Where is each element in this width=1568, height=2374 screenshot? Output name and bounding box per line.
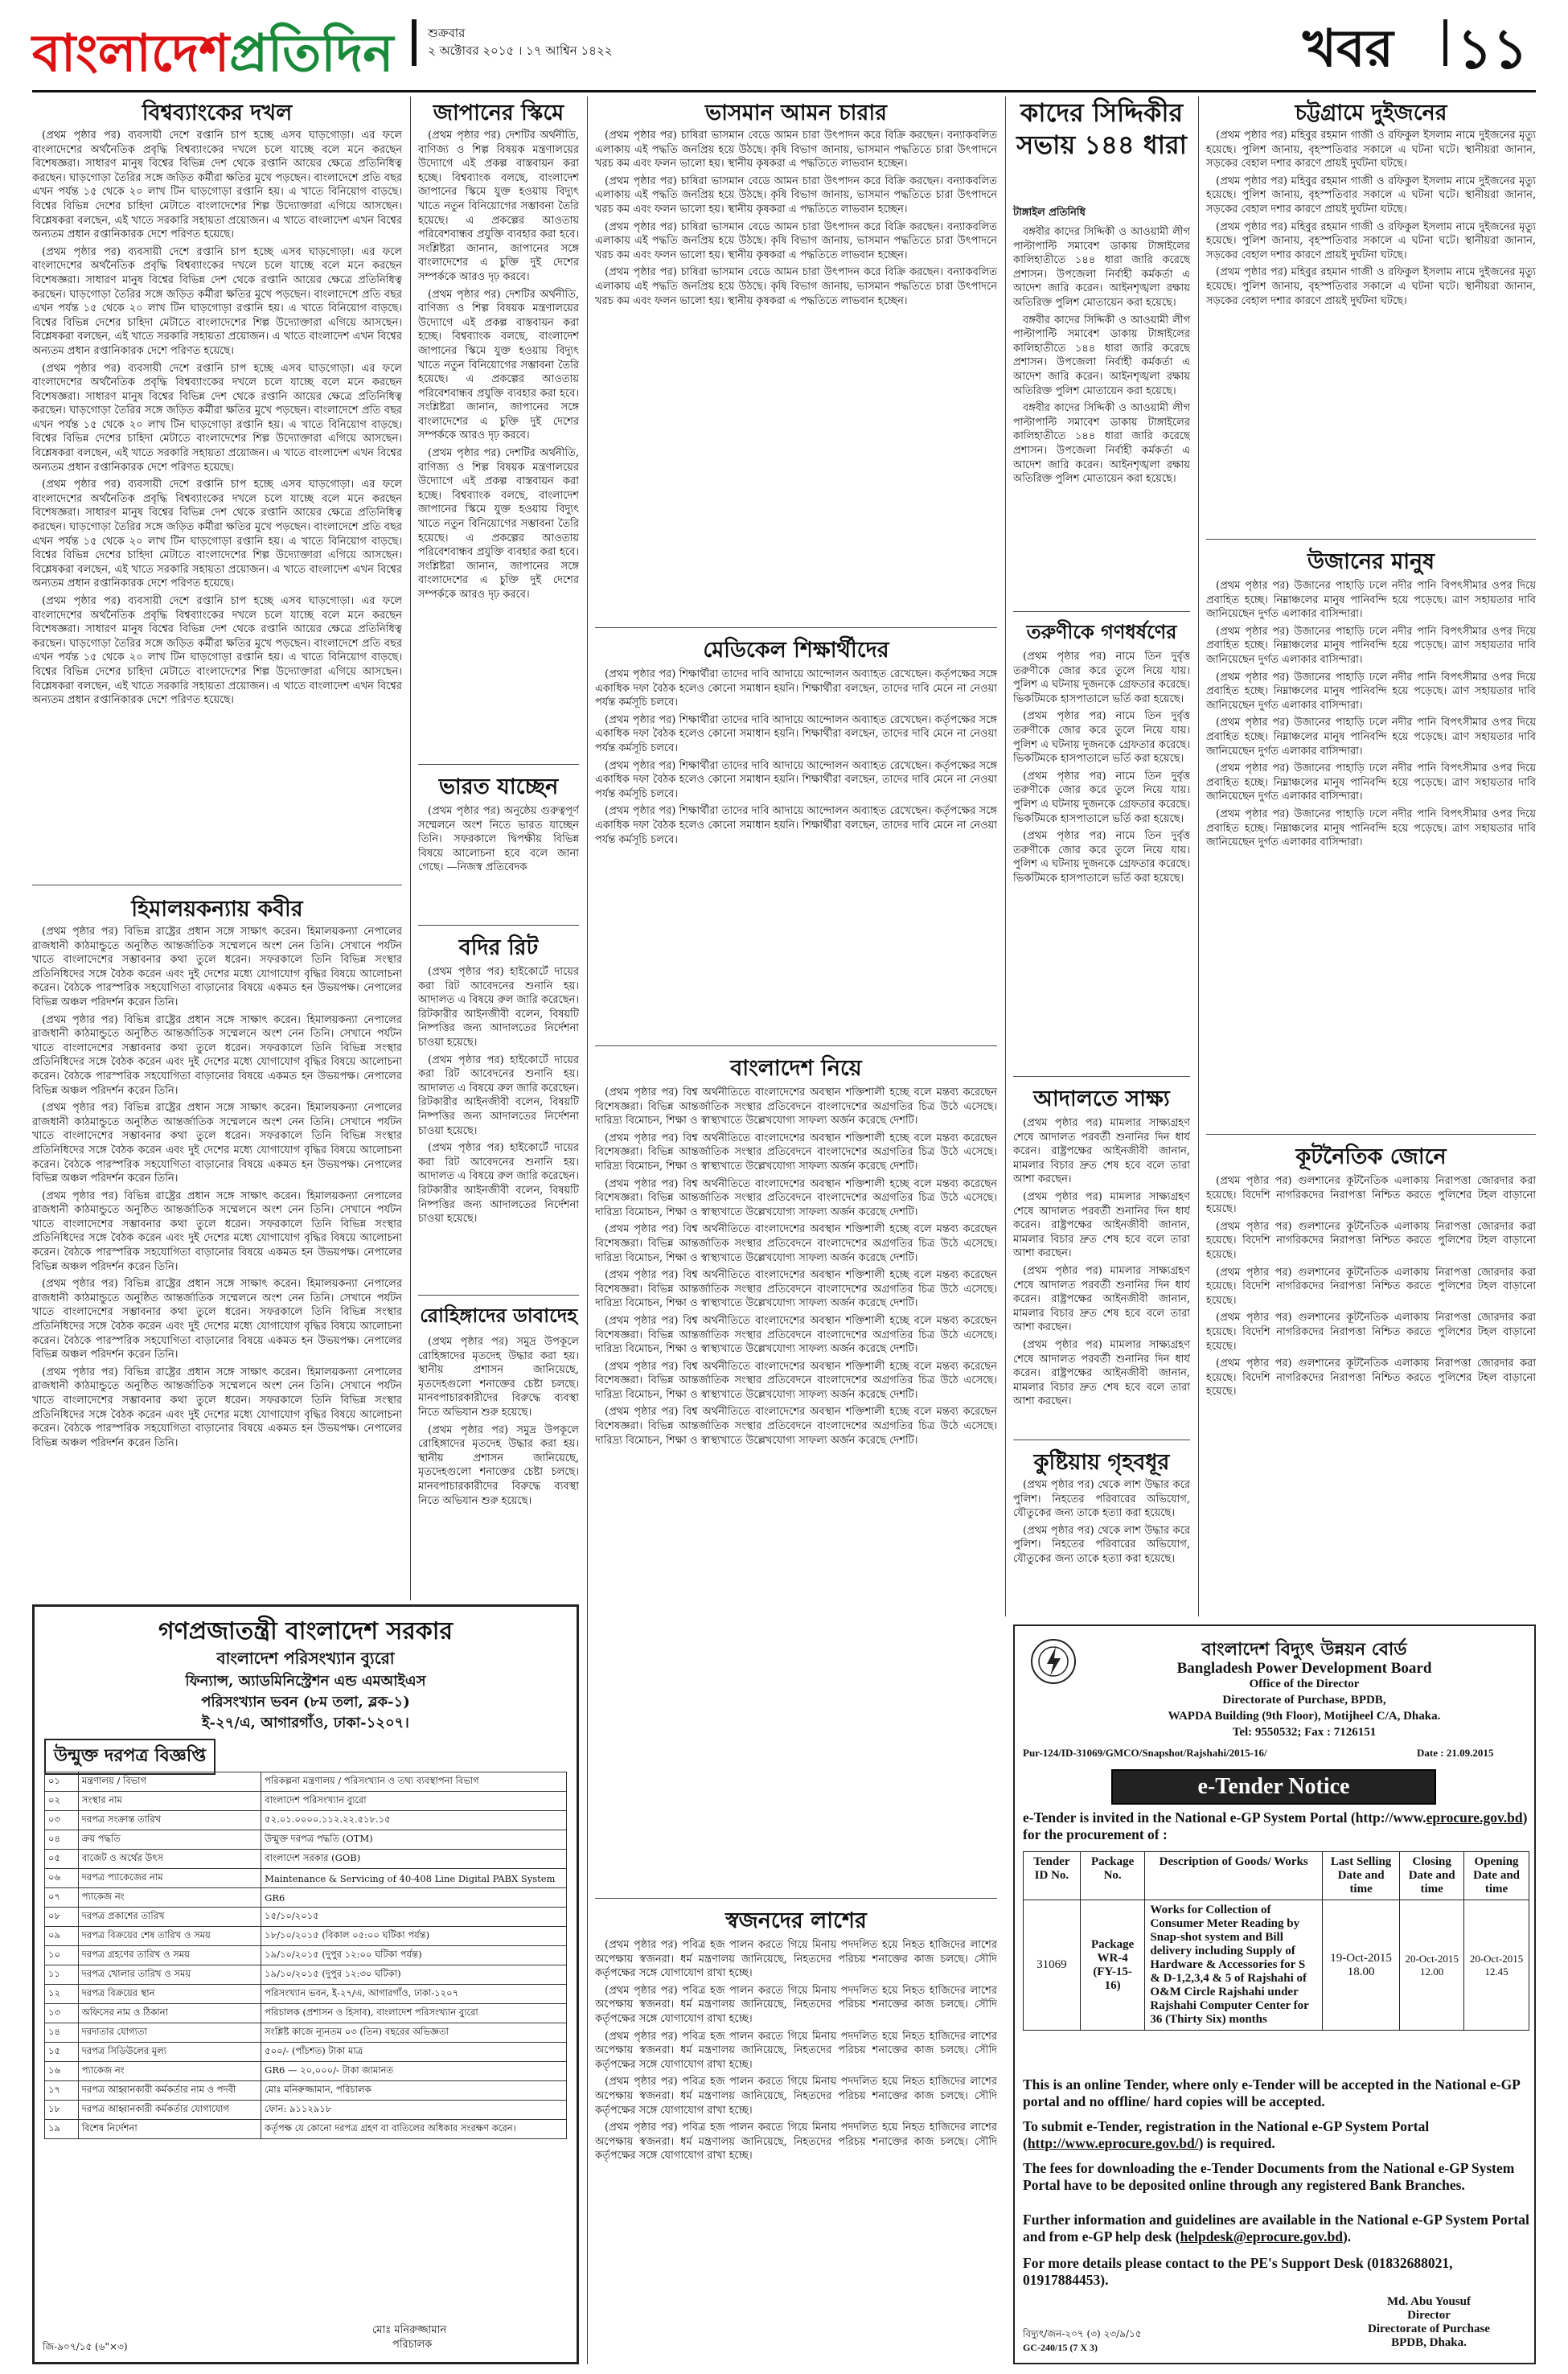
bpdb-para2-link[interactable]: http://www.eprocure.gov.bd/ [1027,2135,1199,2151]
table-row [45,2120,567,2139]
cell-no: ০৪ [45,1830,79,1850]
cell-value: ১৯/১০/২০১৫ (দুপুর ১২:০০ ঘটিকা পর্যন্ত) [261,1946,567,1965]
dateline [428,24,612,60]
para-a17-repeat4: (প্রথম পৃষ্ঠার পর) গুলশানের কূটনৈতিক এলাকায় নিরাপত্তা জোরদার করা হয়েছে। বিদেশি নাগরিকদের নিরাপত্তা নিশ্চিত করতে পুলিশের টহল বাড়ানো হয়েছে। [1206,1357,1536,1399]
table-row [45,1811,567,1830]
cell-value: ৫২.০১.০০০০.১১২.২২.৫১৮.১৫ [261,1811,567,1830]
cell-field: বাজেট ও অর্থের উৎস [78,1850,261,1869]
bpdb-para2-a: To submit e-Tender, registration in the National e-GP System Portal ( [1023,2118,1430,2151]
cell-value: সংশ্লিষ্ট কাজে ন্যূনতম ০৩ (তিন) বছরের অভিজ্ঞতা [261,2023,567,2043]
table-row [45,2004,567,2023]
th-package: Package No. [1080,1852,1145,1900]
bpdb-sign-title3: BPDB, Dhaka. [1391,2336,1467,2349]
cell-value: GR6 [261,1888,567,1908]
col-rule-3 [1005,97,1006,1616]
para-a10-repeat3: (প্রথম পৃষ্ঠার পর) পবিত্র হজ পালন করতে গিয়ে মিনায় পদদলিত হয়ে নিহত হাজিদের লাশের অপেক্ষায় স্বজনরা। ধর্ম মন্ত্রণালয় জানিয়েছে, নিহতদের পরিচয় শনাক্তের কাজ চলছে। সৌদি কর্তৃপক্ষের সঙ্গে যোগাযোগ রাখা হচ্ছে। [595,2076,997,2117]
cell-value: উন্মুক্ত দরপত্র পদ্ধতি (OTM) [261,1830,567,1850]
para-a3: (প্রথম পৃষ্ঠার পর) দেশটির অর্থনীতি, বাণিজ্য ও শিল্প বিষয়ক মন্ত্রণালয়ের উদ্যোগে এই প্রকল্প বাস্তবায়ন করা হচ্ছে। বিশ্বব্যাংক বলছে, বাংলাদেশ জাপানের স্কিমে যুক্ত হওয়ায় বিদ্যুৎ খাতে নতুন বিনিয়োগের সম্ভাবনা তৈরি হয়েছে। এ প্রকল্পের আওতায় পরিবেশবান্ধব প্রযুক্তি ব্যবহার করা হবে। সংশ্লিষ্টরা জানান, জাপানের সঙ্গে বাংলাদেশের এ চুক্তি দুই দেশের সম্পর্ককে আরও দৃঢ় করবে। [418,129,579,283]
headline-a17: কূটনৈতিক জোনে [1295,1144,1447,1169]
cell-value: ফোন: ৯১১২৯১৮ [261,2101,567,2120]
para-a2-repeat2: (প্রথম পৃষ্ঠার পর) বিভিন্ন রাষ্ট্রের প্রধান সঙ্গে সাক্ষাৎ করেন। হিমালয়কন্যা নেপালের রাজধানী কাঠমান্ডুতে অনুষ্ঠিত আন্তর্জাতিক সম্মেলনে অংশ নেন তিনি। সেখানে পর্যটন খাতে বাংলাদেশের সম্ভাবনার কথা তুলে ধরেন। সফরকালে তিনি বিভিন্ন সংস্থার প্রতিনিধিদের সঙ্গে বৈঠক করেন এবং দুই দেশের মধ্যে যোগাযোগ বৃদ্ধির বিষয়ে আলোচনা করেন। বৈঠকে পারস্পরিক সহযোগিতা বাড়ানোর বিষয়ে একমত হন উভয়পক্ষ। নেপালের বিভিন্ন অঞ্চল পরিদর্শন করেন তিনি। [32,1102,402,1185]
bpdb-logo-icon [1029,1637,1077,1686]
bpdb-para2-b: ) is required. [1198,2135,1275,2151]
cell-last-selling: 19-Oct-2015 18.00 [1322,1900,1399,2031]
table-row [45,1965,567,1985]
bpdb-para4-a: Further information and guidelines are available in the National e-GP System Portal and from e-GP help desk ( [1023,2212,1529,2245]
bpdb-para1: This is an online Tender, where only e-Tender will be accepted in the National e-GP portal and no offline/ hard copies will be accepted. [1023,2076,1520,2109]
para-a11-repeat: বঙ্গবীর কাদের সিদ্দিকী ও আওয়ামী লীগ পাল্টাপাল্টি সমাবেশ ডাকায় টাঙ্গাইলের কালিহাতীতে ১৪৪ ধারা জারি করেছে প্রশাসন। উপজেলা নির্বাহী কর্মকর্তা এ আদেশ জারি করেন। আইনশৃঙ্খলা রক্ষায় অতিরিক্ত পুলিশ মোতায়েন করা হয়েছে। [1013,314,1190,397]
divider-a7-a8 [595,627,997,628]
gov-ad-line3: পরিসংখ্যান ভবন (৮ম তলা, ব্লক-১) [201,1694,410,1711]
bpdb-intro [1023,1809,1529,1843]
headline-a9: বাংলাদেশ নিয়ে [730,1056,862,1081]
para-a8: (প্রথম পৃষ্ঠার পর) শিক্ষার্থীরা তাদের দাবি আদায়ে আন্দোলন অব্যাহত রেখেছেন। কর্তৃপক্ষের সঙ্গে একাধিক দফা বৈঠক হলেও কোনো সমাধান হয়নি। শিক্ষার্থীরা বলছেন, তাদের দাবি মেনে না নেওয়া পর্যন্ত কর্মসূচি চলবে। [595,668,997,709]
table-row [45,2043,567,2062]
body-a5 [418,965,579,1287]
bpdb-foot-left2: GC-240/15 (7 X 3) [1023,2342,1098,2353]
cell-no: ০৬ [45,1869,79,1888]
gov-ad-table-wrap [44,1772,567,2286]
para-a1-repeat3: (প্রথম পৃষ্ঠার পর) ব্যবসায়ী দেশে রপ্তানি চাপ হচ্ছে এসব ঘাড়গোড়া। এর ফলে বাংলাদেশের অর্থনৈতিক প্রবৃদ্ধি বিশ্বব্যাংকের দখলে চলে যাচ্ছে বলে মনে করছেন বিশেষজ্ঞরা। সাধারণ মানুষ বিশ্বের বিভিন্ন দেশ থেকে রপ্তানি আয়ের ক্ষেত্রে প্রতিনিধিত্ব করছেন। ঘাড়গোড়া তৈরির সঙ্গে জড়িত কর্মীরা ক্ষতির মুখে পড়ছেন। বাংলাদেশে প্রতি বছর এখন পর্যন্ত ১৫ থেকে ২০ লাখ টিন ঘাড়গোড়া রপ্তানি হয়। এ খাতে বিনিয়োগ বাড়ছে। বিশ্বের বিভিন্ন দেশের চাহিদা মেটাতে বাংলাদেশের শিল্প উদ্যোক্তারা এগিয়ে আসছেন। বিশ্লেষকরা বলছেন, এই খাতে সরকারি সহায়তা প্রয়োজন। এ খাতে বাংলাদেশ এখন বিশ্বের অন্যতম প্রধান রপ্তানিকারক দেশে পরিণত হয়েছে। [32,478,402,590]
cell-no: ০৯ [45,1927,79,1946]
para-a7-repeat: (প্রথম পৃষ্ঠার পর) চাষিরা ভাসমান বেডে আমন চারা উৎপাদন করে বিক্রি করছেন। বন্যাকবলিত এলাকায় এই পদ্ধতি জনপ্রিয় হয়ে উঠছে। কৃষি বিভাগ জানায়, ভাসমান পদ্ধতিতে চারা উৎপাদনে খরচ কম এবং ফলন ভালো হয়। স্থানীয় কৃষকরা এ পদ্ধতিতে লাভবান হচ্ছেন। [595,175,997,216]
body-a9 [595,1086,997,1890]
para-a3-repeat2: (প্রথম পৃষ্ঠার পর) দেশটির অর্থনীতি, বাণিজ্য ও শিল্প বিষয়ক মন্ত্রণালয়ের উদ্যোগে এই প্রকল্প বাস্তবায়ন করা হচ্ছে। বিশ্বব্যাংক বলছে, বাংলাদেশ জাপানের স্কিমে যুক্ত হওয়ায় বিদ্যুৎ খাতে নতুন বিনিয়োগের সম্ভাবনা তৈরি হয়েছে। এ প্রকল্পের আওতায় পরিবেশবান্ধব প্রযুক্তি ব্যবহার করা হবে। সংশ্লিষ্টরা জানান, জাপানের সঙ্গে বাংলাদেশের এ চুক্তি দুই দেশের সম্পর্ককে আরও দৃঢ় করবে। [418,447,579,601]
dateline-date: ২ অক্টোবর ২০১৫ । ১৭ আশ্বিন ১৪২২ [428,43,613,58]
byline-a11: টাঙ্গাইল প্রতিনিধি [1013,207,1086,219]
brand-name-green: প্রতিদিন [229,24,394,84]
masthead [32,14,1536,84]
divider-a4-a5 [418,925,579,926]
para-a16-repeat: (প্রথম পৃষ্ঠার পর) উজানের পাহাড়ি ঢলে নদীর পানি বিপৎসীমার ওপর দিয়ে প্রবাহিত হচ্ছে। নিম্নাঞ্চলের মানুষ পানিবন্দি হয়ে পড়েছে। ত্রাণ সহায়তার দাবি জানিয়েছেন দুর্গত এলাকার বাসিন্দারা। [1206,625,1536,666]
para-a3-repeat: (প্রথম পৃষ্ঠার পর) দেশটির অর্থনীতি, বাণিজ্য ও শিল্প বিষয়ক মন্ত্রণালয়ের উদ্যোগে এই প্রকল্প বাস্তবায়ন করা হচ্ছে। বিশ্বব্যাংক বলছে, বাংলাদেশ জাপানের স্কিমে যুক্ত হওয়ায় বিদ্যুৎ খাতে নতুন বিনিয়োগের সম্ভাবনা তৈরি হয়েছে। এ প্রকল্পের আওতায় পরিবেশবান্ধব প্রযুক্তি ব্যবহার করা হবে। সংশ্লিষ্টরা জানান, জাপানের সঙ্গে বাংলাদেশের এ চুক্তি দুই দেশের সম্পর্ককে আরও দৃঢ় করবে। [418,288,579,442]
bpdb-para4 [1023,2212,1529,2245]
para-a9-repeat: (প্রথম পৃষ্ঠার পর) বিশ্ব অর্থনীতিতে বাংলাদেশের অবস্থান শক্তিশালী হচ্ছে বলে মন্তব্য করেছেন বিশেষজ্ঞরা। বিভিন্ন আন্তর্জাতিক সংস্থার প্রতিবেদনে বাংলাদেশের অগ্রগতির চিত্র উঠে এসেছে। দারিদ্র্য বিমোচন, শিক্ষা ও স্বাস্থ্যখাতে উল্লেখযোগ্য সাফল্য অর্জন করেছে দেশটি। [595,1132,997,1173]
para-a17-repeat3: (প্রথম পৃষ্ঠার পর) গুলশানের কূটনৈতিক এলাকায় নিরাপত্তা জোরদার করা হয়েছে। বিদেশি নাগরিকদের নিরাপত্তা নিশ্চিত করতে পুলিশের টহল বাড়ানো হয়েছে। [1206,1312,1536,1353]
cell-no: ১৫ [45,2043,79,2062]
table-row [45,1888,567,1908]
cell-no: ১৮ [45,2101,79,2120]
gov-ad-line4: ই-২৭/এ, আগারগাঁও, ঢাকা-১২০৭। [202,1715,409,1731]
para-a11-repeat2: বঙ্গবীর কাদের সিদ্দিকী ও আওয়ামী লীগ পাল্টাপাল্টি সমাবেশ ডাকায় টাঙ্গাইলের কালিহাতীতে ১৪৪ ধারা জারি করেছে প্রশাসন। উপজেলা নির্বাহী কর্মকর্তা এ আদেশ জারি করেন। আইনশৃঙ্খলা রক্ষায় অতিরিক্ত পুলিশ মোতায়েন করা হয়েছে। [1013,402,1190,486]
section-title: খবর [1303,18,1394,79]
divider-a5-a6 [418,1295,579,1296]
para-a4: (প্রথম পৃষ্ঠার পর) অনুষ্ঠেয় গুরুত্বপূর্ণ সম্মেলনে অংশ নিতে ভারত যাচ্ছেন তিনি। সফরকালে দ্বিপক্ষীয় বিভিন্ন বিষয়ে আলোচনা হবে বলে জানা গেছে। —নিজস্ব প্রতিবেদক [418,805,579,874]
cell-field: প্যাকেজ নং [78,1888,261,1908]
bpdb-sign-title1: Director [1407,2309,1451,2322]
cell-field: মন্ত্রণালয় / বিভাগ [78,1772,261,1792]
para-a9-repeat6: (প্রথম পৃষ্ঠার পর) বিশ্ব অর্থনীতিতে বাংলাদেশের অবস্থান শক্তিশালী হচ্ছে বলে মন্তব্য করেছেন বিশেষজ্ঞরা। বিভিন্ন আন্তর্জাতিক সংস্থার প্রতিবেদনে বাংলাদেশের অগ্রগতির চিত্র উঠে এসেছে। দারিদ্র্য বিমোচন, শিক্ষা ও স্বাস্থ্যখাতে উল্লেখযোগ্য সাফল্য অর্জন করেছে দেশটি। [595,1360,997,1401]
dateline-day: শুক্রবার [428,26,466,40]
cell-field: দরপত্র প্যাকেজের নাম [78,1869,261,1888]
col-rule-1 [410,97,411,1600]
para-a10-repeat4: (প্রথম পৃষ্ঠার পর) পবিত্র হজ পালন করতে গিয়ে মিনায় পদদলিত হয়ে নিহত হাজিদের লাশের অপেক্ষায় স্বজনরা। ধর্ম মন্ত্রণালয় জানিয়েছে, নিহতদের পরিচয় শনাক্তের কাজ চলছে। সৌদি কর্তৃপক্ষের সঙ্গে যোগাযোগ রাখা হচ্ছে। [595,2121,997,2162]
cell-field: ক্রয় পদ্ধতি [78,1830,261,1850]
para-a9-repeat3: (প্রথম পৃষ্ঠার পর) বিশ্ব অর্থনীতিতে বাংলাদেশের অবস্থান শক্তিশালী হচ্ছে বলে মন্তব্য করেছেন বিশেষজ্ঞরা। বিভিন্ন আন্তর্জাতিক সংস্থার প্রতিবেদনে বাংলাদেশের অগ্রগতির চিত্র উঠে এসেছে। দারিদ্র্য বিমোচন, শিক্ষা ও স্বাস্থ্যখাতে উল্লেখযোগ্য সাফল্য অর্জন করেছে দেশটি। [595,1223,997,1264]
bpdb-intro-link[interactable]: eprocure.gov.bd [1426,1809,1523,1826]
headline-a4: ভারত যাচ্ছেন [438,774,559,799]
table-row [45,1792,567,1811]
cell-no: ১১ [45,1965,79,1985]
para-a15-repeat2: (প্রথম পৃষ্ঠার পর) মহিবুর রহমান গাজী ও রফিকুল ইসলাম নামে দুইজনের মৃত্যু হয়েছে। পুলিশ জানায়, বৃহস্পতিবার সকালে এ ঘটনা ঘটে। স্থানীয়রা জানান, সড়কের বেহাল দশার কারণে প্রায়ই দুর্ঘটনা ঘটছে। [1206,220,1536,261]
cell-no: ১৩ [45,2004,79,2023]
headline-a1: বিশ্বব্যাংকের দখল [142,101,293,125]
th-closing: Closing Date and time [1400,1852,1464,1900]
para-a16-repeat4: (প্রথম পৃষ্ঠার পর) উজানের পাহাড়ি ঢলে নদীর পানি বিপৎসীমার ওপর দিয়ে প্রবাহিত হচ্ছে। নিম্নাঞ্চলের মানুষ পানিবন্দি হয়ে পড়েছে। ত্রাণ সহায়তার দাবি জানিয়েছেন দুর্গত এলাকার বাসিন্দারা। [1206,762,1536,803]
masthead-rule [32,90,1536,92]
tender-table-header [1024,1852,1529,1900]
para-a17-repeat: (প্রথম পৃষ্ঠার পর) গুলশানের কূটনৈতিক এলাকায় নিরাপত্তা জোরদার করা হয়েছে। বিদেশি নাগরিকদের নিরাপত্তা নিশ্চিত করতে পুলিশের টহল বাড়ানো হয়েছে। [1206,1220,1536,1261]
headline-a13: আদালতে সাক্ষ্য [1033,1086,1170,1111]
headline-a15: চট্টগ্রামে দুইজনের [1295,101,1447,125]
para-a6-repeat: (প্রথম পৃষ্ঠার পর) সমুদ্র উপকূলে রোহিঙ্গাদের মৃতদেহ উদ্ধার করা হয়। স্থানীয় প্রশাসন জানিয়েছে, মৃতদেহগুলো শনাক্তের চেষ্টা চলছে। মানবপাচারকারীদের বিরুদ্ধে ব্যবস্থা নিতে অভিযান শুরু হয়েছে। [418,1423,579,1507]
para-a2-repeat3: (প্রথম পৃষ্ঠার পর) বিভিন্ন রাষ্ট্রের প্রধান সঙ্গে সাক্ষাৎ করেন। হিমালয়কন্যা নেপালের রাজধানী কাঠমান্ডুতে অনুষ্ঠিত আন্তর্জাতিক সম্মেলনে অংশ নেন তিনি। সেখানে পর্যটন খাতে বাংলাদেশের সম্ভাবনার কথা তুলে ধরেন। সফরকালে তিনি বিভিন্ন সংস্থার প্রতিনিধিদের সঙ্গে বৈঠক করেন এবং দুই দেশের মধ্যে যোগাযোগ বৃদ্ধির বিষয়ে আলোচনা করেন। বৈঠকে পারস্পরিক সহযোগিতা বাড়ানোর বিষয়ে একমত হন উভয়পক্ষ। নেপালের বিভিন্ন অঞ্চল পরিদর্শন করেন তিনি। [32,1189,402,1273]
cell-field: দরপত্র বিক্রয়ের স্থান [78,1985,261,2004]
para-a9: (প্রথম পৃষ্ঠার পর) বিশ্ব অর্থনীতিতে বাংলাদেশের অবস্থান শক্তিশালী হচ্ছে বলে মন্তব্য করেছেন বিশেষজ্ঞরা। বিভিন্ন আন্তর্জাতিক সংস্থার প্রতিবেদনে বাংলাদেশের অগ্রগতির চিত্র উঠে এসেছে। দারিদ্র্য বিমোচন, শিক্ষা ও স্বাস্থ্যখাতে উল্লেখযোগ্য সাফল্য অর্জন করেছে দেশটি। [595,1086,997,1127]
col-rule-4 [1198,97,1199,1616]
para-a7-repeat2: (প্রথম পৃষ্ঠার পর) চাষিরা ভাসমান বেডে আমন চারা উৎপাদন করে বিক্রি করছেন। বন্যাকবলিত এলাকায় এই পদ্ধতি জনপ্রিয় হয়ে উঠছে। কৃষি বিভাগ জানায়, ভাসমান পদ্ধতিতে চারা উৎপাদনে খরচ কম এবং ফলন ভালো হয়। স্থানীয় কৃষকরা এ পদ্ধতিতে লাভবান হচ্ছেন। [595,220,997,261]
bpdb-tender-table [1023,1851,1529,2031]
cell-value: বাংলাদেশ সরকার (GOB) [261,1850,567,1869]
divider-a11-a12 [1013,611,1190,612]
gov-ad-title: গণপ্রজাতন্ত্রী বাংলাদেশ সরকার [158,1617,453,1645]
th-description: Description of Goods/ Works [1145,1852,1323,1900]
cell-field: দরপত্র আহ্বানকারী কর্মকর্তার নাম ও পদবী [78,2081,261,2101]
table-row [45,2081,567,2101]
table-row [45,1908,567,1927]
cell-no: ০৫ [45,1850,79,1869]
cell-field: প্যাকেজ নং [78,2062,261,2081]
para-a12-repeat: (প্রথম পৃষ্ঠার পর) নামে তিন দুর্বৃত্ত তরুণীকে জোর করে তুলে নিয়ে যায়। পুলিশ এ ঘটনায় দুজনকে গ্রেফতার করেছে। ভিকটিমকে হাসপাতালে ভর্তি করা হয়েছে। [1013,710,1190,766]
bpdb-banner [1111,1769,1436,1805]
headline-a14: কুষ্টিয়ায় গৃহবধূর [1033,1450,1170,1475]
body-a6 [418,1335,579,1592]
page-number: ১১ [1457,17,1529,81]
cell-value: বাংলাদেশ পরিসংখ্যান ব্যুরো [261,1792,567,1811]
body-a15 [1206,129,1536,531]
cell-closing: 20-Oct-2015 12.00 [1400,1900,1464,2031]
para-a13-repeat: (প্রথম পৃষ্ঠার পর) মামলার সাক্ষ্যগ্রহণ শেষে আদালত পরবর্তী শুনানির দিন ধার্য করেন। রাষ্ট্রপক্ষের আইনজীবী জানান, মামলার বিচার দ্রুত শেষ হবে বলে তারা আশা করছেন। [1013,1190,1190,1260]
para-a8-repeat2: (প্রথম পৃষ্ঠার পর) শিক্ষার্থীরা তাদের দাবি আদায়ে আন্দোলন অব্যাহত রেখেছেন। কর্তৃপক্ষের সঙ্গে একাধিক দফা বৈঠক হলেও কোনো সমাধান হয়নি। শিক্ষার্থীরা বলছেন, তাদের দাবি মেনে না নেওয়া পর্যন্ত কর্মসূচি চলবে। [595,759,997,800]
gov-ad-signatory-title: পরিচালক [392,2339,433,2351]
body-a17 [1206,1174,1536,1604]
headline-a12: তরুণীকে গণধর্ষণের [1026,620,1177,643]
table-row [45,2101,567,2120]
cell-field: দরপত্র আহ্বানকারী কর্মকর্তার যোগাযোগ [78,2101,261,2120]
body-a10 [595,1938,997,2364]
para-a5: (প্রথম পৃষ্ঠার পর) হাইকোর্টে দায়ের করা রিট আবেদনের শুনানি হয়। আদালত এ বিষয়ে রুল জারি করেছেন। রিটকারীর আইনজীবী বলেন, বিষয়টি নিষ্পত্তির জন্য আদালতের নির্দেশনা চাওয়া হয়েছে। [418,966,579,1049]
bpdb-intro-1: e-Tender is invited in the National e-GP System Portal (http://www. [1023,1809,1426,1826]
cell-no: ১৪ [45,2023,79,2043]
cell-field: দরপত্র গ্রহণের তারিখ ও সময় [78,1946,261,1965]
divider-a15-a16 [1206,539,1536,540]
para-a12-repeat2: (প্রথম পৃষ্ঠার পর) নামে তিন দুর্বৃত্ত তরুণীকে জোর করে তুলে নিয়ে যায়। পুলিশ এ ঘটনায় দুজনকে গ্রেফতার করেছে। ভিকটিমকে হাসপাতালে ভর্তি করা হয়েছে। [1013,770,1190,825]
cell-field: দরপত্র প্রকাশের তারিখ [78,1908,261,1927]
body-a12 [1013,650,1190,1068]
cell-no: ০১ [45,1772,79,1792]
para-a1-repeat2: (প্রথম পৃষ্ঠার পর) ব্যবসায়ী দেশে রপ্তানি চাপ হচ্ছে এসব ঘাড়গোড়া। এর ফলে বাংলাদেশের অর্থনৈতিক প্রবৃদ্ধি বিশ্বব্যাংকের দখলে চলে যাচ্ছে বলে মনে করছেন বিশেষজ্ঞরা। সাধারণ মানুষ বিশ্বের বিভিন্ন দেশ থেকে রপ্তানি আয়ের ক্ষেত্রে প্রতিনিধিত্ব করছেন। ঘাড়গোড়া তৈরির সঙ্গে জড়িত কর্মীরা ক্ষতির মুখে পড়ছেন। বাংলাদেশে প্রতি বছর এখন পর্যন্ত ১৫ থেকে ২০ লাখ টিন ঘাড়গোড়া রপ্তানি হয়। এ খাতে বিনিয়োগ বাড়ছে। বিশ্বের বিভিন্ন দেশের চাহিদা মেটাতে বাংলাদেশের শিল্প উদ্যোক্তারা এগিয়ে আসছেন। বিশ্লেষকরা বলছেন, এই খাতে সরকারি সহায়তা প্রয়োজন। এ খাতে বাংলাদেশ এখন বিশ্বের অন্যতম প্রধান রপ্তানিকারক দেশে পরিণত হয়েছে। [32,362,402,474]
headline-a10: স্বজনদের লাশের [725,1908,867,1933]
cell-value: পরিকল্পনা মন্ত্রণালয় / পরিসংখ্যান ও তথ্য ব্যবস্থাপনা বিভাগ [261,1772,567,1792]
gov-ad-line2: ফিন্যান্স, অ্যাডমিনিস্ট্রেশন এন্ড এমআইএস [185,1673,426,1690]
para-a9-repeat7: (প্রথম পৃষ্ঠার পর) বিশ্ব অর্থনীতিতে বাংলাদেশের অবস্থান শক্তিশালী হচ্ছে বলে মন্তব্য করেছেন বিশেষজ্ঞরা। বিভিন্ন আন্তর্জাতিক সংস্থার প্রতিবেদনে বাংলাদেশের অগ্রগতির চিত্র উঠে এসেছে। দারিদ্র্য বিমোচন, শিক্ষা ও স্বাস্থ্যখাতে উল্লেখযোগ্য সাফল্য অর্জন করেছে দেশটি। [595,1406,997,1447]
cell-description: Works for Collection of Consumer Meter Reading by Snap-shot system and Bill delivery including Supply of Hardware & Accessories for S & D-1,2,3,4 & 5 of Rajshahi of O&M Circle Rajshahi under Rajshahi Computer Center for 36 (Thirty Six) months [1145,1900,1323,2031]
para-a16-repeat2: (প্রথম পৃষ্ঠার পর) উজানের পাহাড়ি ঢলে নদীর পানি বিপৎসীমার ওপর দিয়ে প্রবাহিত হচ্ছে। নিম্নাঞ্চলের মানুষ পানিবন্দি হয়ে পড়েছে। ত্রাণ সহায়তার দাবি জানিয়েছেন দুর্গত এলাকার বাসিন্দারা। [1206,671,1536,712]
table-row [45,1946,567,1965]
para-a1: (প্রথম পৃষ্ঠার পর) ব্যবসায়ী দেশে রপ্তানি চাপ হচ্ছে এসব ঘাড়গোড়া। এর ফলে বাংলাদেশের অর্থনৈতিক প্রবৃদ্ধি বিশ্বব্যাংকের দখলে চলে যাচ্ছে বলে মনে করছেন বিশেষজ্ঞরা। সাধারণ মানুষ বিশ্বের বিভিন্ন দেশ থেকে রপ্তানি আয়ের ক্ষেত্রে প্রতিনিধিত্ব করছেন। ঘাড়গোড়া তৈরির সঙ্গে জড়িত কর্মীরা ক্ষতির মুখে পড়ছেন। বাংলাদেশে প্রতি বছর এখন পর্যন্ত ১৫ থেকে ২০ লাখ টিন ঘাড়গোড়া রপ্তানি হয়। এ খাতে বিনিয়োগ বাড়ছে। বিশ্বের বিভিন্ন দেশের চাহিদা মেটাতে বাংলাদেশের শিল্প উদ্যোক্তারা এগিয়ে আসছেন। বিশ্লেষকরা বলছেন, এই খাতে সরকারি সহায়তা প্রয়োজন। এ খাতে বাংলাদেশ এখন বিশ্বের অন্যতম প্রধান রপ্তানিকারক দেশে পরিণত হয়েছে। [32,129,402,241]
para-a2: (প্রথম পৃষ্ঠার পর) বিভিন্ন রাষ্ট্রের প্রধান সঙ্গে সাক্ষাৎ করেন। হিমালয়কন্যা নেপালের রাজধানী কাঠমান্ডুতে অনুষ্ঠিত আন্তর্জাতিক সম্মেলনে অংশ নেন তিনি। সেখানে পর্যটন খাতে বাংলাদেশের সম্ভাবনার কথা তুলে ধরেন। সফরকালে তিনি বিভিন্ন সংস্থার প্রতিনিধিদের সঙ্গে বৈঠক করেন এবং দুই দেশের মধ্যে যোগাযোগ বৃদ্ধির বিষয়ে আলোচনা করেন। বৈঠকে পারস্পরিক সহযোগিতা বাড়ানোর বিষয়ে একমত হন উভয়পক্ষ। নেপালের বিভিন্ন অঞ্চল পরিদর্শন করেন তিনি। [32,926,402,1008]
cell-field: দরপত্র সিডিউলের মূল্য [78,2043,261,2062]
th-tender-id: Tender ID No. [1024,1852,1081,1900]
para-a9-repeat2: (প্রথম পৃষ্ঠার পর) বিশ্ব অর্থনীতিতে বাংলাদেশের অবস্থান শক্তিশালী হচ্ছে বলে মন্তব্য করেছেন বিশেষজ্ঞরা। বিভিন্ন আন্তর্জাতিক সংস্থার প্রতিবেদনে বাংলাদেশের অগ্রগতির চিত্র উঠে এসেছে। দারিদ্র্য বিমোচন, শিক্ষা ও স্বাস্থ্যখাতে উল্লেখযোগ্য সাফল্য অর্জন করেছে দেশটি। [595,1177,997,1218]
cell-field: অফিসের নাম ও ঠিকানা [78,2004,261,2023]
para-a14: (প্রথম পৃষ্ঠার পর) থেকে লাশ উদ্ধার করে পুলিশ। নিহতের পরিবারের অভিযোগ, যৌতুকের জন্য তাকে হত্যা করা হয়েছে। [1013,1479,1190,1520]
gov-ad-line1: বাংলাদেশ পরিসংখ্যান ব্যুরো [216,1649,395,1668]
gov-ad-table [44,1772,567,2139]
gov-tender-ad [32,1604,579,2364]
bpdb-para2 [1023,2118,1529,2152]
body-a11 [1013,225,1190,603]
para-a16-repeat5: (প্রথম পৃষ্ঠার পর) উজানের পাহাড়ি ঢলে নদীর পানি বিপৎসীমার ওপর দিয়ে প্রবাহিত হচ্ছে। নিম্নাঞ্চলের মানুষ পানিবন্দি হয়ে পড়েছে। ত্রাণ সহায়তার দাবি জানিয়েছেন দুর্গত এলাকার বাসিন্দারা। [1206,807,1536,849]
masthead-divider [412,19,417,66]
brand-logo [32,14,394,84]
bpdb-directorate: Directorate of Purchase, BPDB, [1222,1694,1386,1707]
cell-field: দরপত্র খোলার তারিখ ও সময় [78,1965,261,1985]
body-a14 [1013,1478,1190,1607]
para-a10-repeat: (প্রথম পৃষ্ঠার পর) পবিত্র হজ পালন করতে গিয়ে মিনায় পদদলিত হয়ে নিহত হাজিদের লাশের অপেক্ষায় স্বজনরা। ধর্ম মন্ত্রণালয় জানিয়েছে, নিহতদের পরিচয় শনাক্তের কাজ চলছে। সৌদি কর্তৃপক্ষের সঙ্গে যোগাযোগ রাখা হচ্ছে। [595,1984,997,2025]
table-row [45,1985,567,2004]
para-a13-repeat3: (প্রথম পৃষ্ঠার পর) মামলার সাক্ষ্যগ্রহণ শেষে আদালত পরবর্তী শুনানির দিন ধার্য করেন। রাষ্ট্রপক্ষের আইনজীবী জানান, মামলার বিচার দ্রুত শেষ হবে বলে তারা আশা করছেন। [1013,1338,1190,1408]
gov-ad-code: জি-৯০৭/১৫ (৬"×৩) [43,2341,128,2352]
table-row [1024,1900,1529,2031]
cell-field: বিশেষ নির্দেশনা [78,2120,261,2139]
para-a2-repeat: (প্রথম পৃষ্ঠার পর) বিভিন্ন রাষ্ট্রের প্রধান সঙ্গে সাক্ষাৎ করেন। হিমালয়কন্যা নেপালের রাজধানী কাঠমান্ডুতে অনুষ্ঠিত আন্তর্জাতিক সম্মেলনে অংশ নেন তিনি। সেখানে পর্যটন খাতে বাংলাদেশের সম্ভাবনার কথা তুলে ধরেন। সফরকালে তিনি বিভিন্ন সংস্থার প্রতিনিধিদের সঙ্গে বৈঠক করেন এবং দুই দেশের মধ্যে যোগাযোগ বৃদ্ধির বিষয়ে আলোচনা করেন। বৈঠকে পারস্পরিক সহযোগিতা বাড়ানোর বিষয়ে একমত হন উভয়পক্ষ। নেপালের বিভিন্ন অঞ্চল পরিদর্শন করেন তিনি। [32,1013,402,1097]
body-a3 [418,129,579,756]
table-row [45,1850,567,1869]
para-a7: (প্রথম পৃষ্ঠার পর) চাষিরা ভাসমান বেডে আমন চারা উৎপাদন করে বিক্রি করছেন। বন্যাকবলিত এলাকায় এই পদ্ধতি জনপ্রিয় হয়ে উঠছে। কৃষি বিভাগ জানায়, ভাসমান পদ্ধতিতে চারা উৎপাদনে খরচ কম এবং ফলন ভালো হয়। স্থানীয় কৃষকরা এ পদ্ধতিতে লাভবান হচ্ছেন। [595,129,997,170]
cell-no: ০৩ [45,1811,79,1830]
cell-no: ১৯ [45,2120,79,2139]
headline-a8: মেডিকেল শিক্ষার্থীদের [703,638,889,663]
cell-value: কর্তৃপক্ষ যে কোনো দরপত্র গ্রহণ বা বাতিলের অধিকার সংরক্ষণ করেন। [261,2120,567,2139]
para-a5-repeat2: (প্রথম পৃষ্ঠার পর) হাইকোর্টে দায়ের করা রিট আবেদনের শুনানি হয়। আদালত এ বিষয়ে রুল জারি করেছেন। রিটকারীর আইনজীবী বলেন, বিষয়টি নিষ্পত্তির জন্য আদালতের নির্দেশনা চাওয়া হয়েছে। [418,1142,579,1226]
para-a17-repeat2: (প্রথম পৃষ্ঠার পর) গুলশানের কূটনৈতিক এলাকায় নিরাপত্তা জোরদার করা হয়েছে। বিদেশি নাগরিকদের নিরাপত্তা নিশ্চিত করতে পুলিশের টহল বাড়ানো হয়েছে। [1206,1266,1536,1307]
bpdb-foot-left1: বিদ্যুৎ/জন-২০৭ (৩) ২৩/৯/১৫ [1023,2328,1142,2339]
para-a1-repeat4: (প্রথম পৃষ্ঠার পর) ব্যবসায়ী দেশে রপ্তানি চাপ হচ্ছে এসব ঘাড়গোড়া। এর ফলে বাংলাদেশের অর্থনৈতিক প্রবৃদ্ধি বিশ্বব্যাংকের দখলে চলে যাচ্ছে বলে মনে করছেন বিশেষজ্ঞরা। সাধারণ মানুষ বিশ্বের বিভিন্ন দেশ থেকে রপ্তানি আয়ের ক্ষেত্রে প্রতিনিধিত্ব করছেন। ঘাড়গোড়া তৈরির সঙ্গে জড়িত কর্মীরা ক্ষতির মুখে পড়ছেন। বাংলাদেশে প্রতি বছর এখন পর্যন্ত ১৫ থেকে ২০ লাখ টিন ঘাড়গোড়া রপ্তানি হয়। এ খাতে বিনিয়োগ বাড়ছে। বিশ্বের বিভিন্ন দেশের চাহিদা মেটাতে বাংলাদেশের শিল্প উদ্যোক্তারা এগিয়ে আসছেন। বিশ্লেষকরা বলছেন, এই খাতে সরকারি সহায়তা প্রয়োজন। এ খাতে বাংলাদেশ এখন বিশ্বের অন্যতম প্রধান রপ্তানিকারক দেশে পরিণত হয়েছে। [32,595,402,707]
bpdb-banner-label: e-Tender Notice [1197,1774,1350,1799]
cell-no: ০৭ [45,1888,79,1908]
cell-no: ১৭ [45,2081,79,2101]
para-a10-repeat2: (প্রথম পৃষ্ঠার পর) পবিত্র হজ পালন করতে গিয়ে মিনায় পদদলিত হয়ে নিহত হাজিদের লাশের অপেক্ষায় স্বজনরা। ধর্ম মন্ত্রণালয় জানিয়েছে, নিহতদের পরিচয় শনাক্তের কাজ চলছে। সৌদি কর্তৃপক্ষের সঙ্গে যোগাযোগ রাখা হচ্ছে। [595,2030,997,2071]
bpdb-org-en: Bangladesh Power Development Board [1176,1660,1432,1677]
bpdb-para3: The fees for downloading the e-Tender Documents from the National e-GP System Portal have to be deposited online through any registered Bank Branches. [1023,2160,1515,2193]
col-rule-2 [587,97,588,2364]
cell-field: সংস্থার নাম [78,1792,261,1811]
brand-name-red: বাংলাদেশ [32,24,230,84]
para-a8-repeat3: (প্রথম পৃষ্ঠার পর) শিক্ষার্থীরা তাদের দাবি আদায়ে আন্দোলন অব্যাহত রেখেছেন। কর্তৃপক্ষের সঙ্গে একাধিক দফা বৈঠক হলেও কোনো সমাধান হয়নি। শিক্ষার্থীরা বলছেন, তাদের দাবি মেনে না নেওয়া পর্যন্ত কর্মসূচি চলবে। [595,805,997,846]
cell-opening: 20-Oct-2015 12.45 [1464,1900,1529,2031]
para-a16: (প্রথম পৃষ্ঠার পর) উজানের পাহাড়ি ঢলে নদীর পানি বিপৎসীমার ওপর দিয়ে প্রবাহিত হচ্ছে। নিম্নাঞ্চলের মানুষ পানিবন্দি হয়ে পড়েছে। ত্রাণ সহায়তার দাবি জানিয়েছেন দুর্গত এলাকার বাসিন্দারা। [1206,580,1536,621]
cell-value: পরিচালক (প্রশাসন ও হিসাব), বাংলাদেশ পরিসংখ্যান ব্যুরো [261,2004,567,2023]
body-a16 [1206,579,1536,1126]
section-divider [1443,19,1447,66]
cell-value: মোঃ মনিরুজ্জামান, পরিচালক [261,2081,567,2101]
cell-value: GR6 — ২০,০০০/- টাকা জামানত [261,2062,567,2081]
para-a12: (প্রথম পৃষ্ঠার পর) নামে তিন দুর্বৃত্ত তরুণীকে জোর করে তুলে নিয়ে যায়। পুলিশ এ ঘটনায় দুজনকে গ্রেফতার করেছে। ভিকটিমকে হাসপাতালে ভর্তি করা হয়েছে। [1013,651,1190,705]
bpdb-para5: For more details please contact to the PE's Support Desk (01832688021, 01917884453). [1023,2255,1453,2288]
divider-a16-a17 [1206,1134,1536,1135]
para-a2-repeat4: (প্রথম পৃষ্ঠার পর) বিভিন্ন রাষ্ট্রের প্রধান সঙ্গে সাক্ষাৎ করেন। হিমালয়কন্যা নেপালের রাজধানী কাঠমান্ডুতে অনুষ্ঠিত আন্তর্জাতিক সম্মেলনে অংশ নেন তিনি। সেখানে পর্যটন খাতে বাংলাদেশের সম্ভাবনার কথা তুলে ধরেন। সফরকালে তিনি বিভিন্ন সংস্থার প্রতিনিধিদের সঙ্গে বৈঠক করেন এবং দুই দেশের মধ্যে যোগাযোগ বৃদ্ধির বিষয়ে আলোচনা করেন। বৈঠকে পারস্পরিক সহযোগিতা বাড়ানোর বিষয়ে একমত হন উভয়পক্ষ। নেপালের বিভিন্ন অঞ্চল পরিদর্শন করেন তিনি। [32,1278,402,1362]
gov-ad-notice-title: উন্মুক্ত দরপত্র বিজ্ঞপ্তি [44,1739,215,1775]
cell-no: ০৮ [45,1908,79,1927]
bpdb-sign-name: Md. Abu Yousuf [1386,2295,1472,2308]
divider-a9-a10 [595,1898,997,1899]
bpdb-para4-b: ). [1342,2228,1352,2245]
headline-a3: জাপানের স্কিমে [433,101,564,125]
para-a7-repeat3: (প্রথম পৃষ্ঠার পর) চাষিরা ভাসমান বেডে আমন চারা উৎপাদন করে বিক্রি করছেন। বন্যাকবলিত এলাকায় এই পদ্ধতি জনপ্রিয় হয়ে উঠছে। কৃষি বিভাগ জানায়, ভাসমান পদ্ধতিতে চারা উৎপাদনে খরচ কম এবং ফলন ভালো হয়। স্থানীয় কৃষকরা এ পদ্ধতিতে লাভবান হচ্ছেন। [595,266,997,307]
para-a9-repeat4: (প্রথম পৃষ্ঠার পর) বিশ্ব অর্থনীতিতে বাংলাদেশের অবস্থান শক্তিশালী হচ্ছে বলে মন্তব্য করেছেন বিশেষজ্ঞরা। বিভিন্ন আন্তর্জাতিক সংস্থার প্রতিবেদনে বাংলাদেশের অগ্রগতির চিত্র উঠে এসেছে। দারিদ্র্য বিমোচন, শিক্ষা ও স্বাস্থ্যখাতে উল্লেখযোগ্য সাফল্য অর্জন করেছে দেশটি। [595,1269,997,1310]
table-row [45,2062,567,2081]
body-a1 [32,129,402,877]
para-a16-repeat3: (প্রথম পৃষ্ঠার পর) উজানের পাহাড়ি ঢলে নদীর পানি বিপৎসীমার ওপর দিয়ে প্রবাহিত হচ্ছে। নিম্নাঞ্চলের মানুষ পানিবন্দি হয়ে পড়েছে। ত্রাণ সহায়তার দাবি জানিয়েছেন দুর্গত এলাকার বাসিন্দারা। [1206,717,1536,758]
para-a11: বঙ্গবীর কাদের সিদ্দিকী ও আওয়ামী লীগ পাল্টাপাল্টি সমাবেশ ডাকায় টাঙ্গাইলের কালিহাতীতে ১৪৪ ধারা জারি করেছে প্রশাসন। উপজেলা নির্বাহী কর্মকর্তা এ আদেশ জারি করেন। আইনশৃঙ্খলা রক্ষায় অতিরিক্ত পুলিশ মোতায়েন করা হয়েছে। [1013,226,1190,309]
para-a6: (প্রথম পৃষ্ঠার পর) সমুদ্র উপকূলে রোহিঙ্গাদের মৃতদেহ উদ্ধার করা হয়। স্থানীয় প্রশাসন জানিয়েছে, মৃতদেহগুলো শনাক্তের চেষ্টা চলছে। মানবপাচারকারীদের বিরুদ্ধে ব্যবস্থা নিতে অভিযান শুরু হয়েছে। [418,1336,579,1419]
para-a5-repeat: (প্রথম পৃষ্ঠার পর) হাইকোর্টে দায়ের করা রিট আবেদনের শুনানি হয়। আদালত এ বিষয়ে রুল জারি করেছেন। রিটকারীর আইনজীবী বলেন, বিষয়টি নিষ্পত্তির জন্য আদালতের নির্দেশনা চাওয়া হয়েছে। [418,1054,579,1137]
divider-a8-a9 [595,1045,997,1046]
bpdb-date: Date : 21.09.2015 [1417,1747,1494,1759]
para-a1-repeat: (প্রথম পৃষ্ঠার পর) ব্যবসায়ী দেশে রপ্তানি চাপ হচ্ছে এসব ঘাড়গোড়া। এর ফলে বাংলাদেশের অর্থনৈতিক প্রবৃদ্ধি বিশ্বব্যাংকের দখলে চলে যাচ্ছে বলে মনে করছেন বিশেষজ্ঞরা। সাধারণ মানুষ বিশ্বের বিভিন্ন দেশ থেকে রপ্তানি আয়ের ক্ষেত্রে প্রতিনিধিত্ব করছেন। ঘাড়গোড়া তৈরির সঙ্গে জড়িত কর্মীরা ক্ষতির মুখে পড়ছেন। বাংলাদেশে প্রতি বছর এখন পর্যন্ত ১৫ থেকে ২০ লাখ টিন ঘাড়গোড়া রপ্তানি হয়। এ খাতে বিনিয়োগ বাড়ছে। বিশ্বের বিভিন্ন দেশের চাহিদা মেটাতে বাংলাদেশের শিল্প উদ্যোক্তারা এগিয়ে আসছেন। বিশ্লেষকরা বলছেন, এই খাতে সরকারি সহায়তা প্রয়োজন। এ খাতে বাংলাদেশ এখন বিশ্বের অন্যতম প্রধান রপ্তানিকারক দেশে পরিণত হয়েছে। [32,245,402,357]
bpdb-table-wrap [1023,1851,1529,2031]
cell-value: ১৯/১০/২০১৫ (দুপুর ১২:৩০ ঘটিকা) [261,1965,567,1985]
bpdb-building: WAPDA Building (9th Floor), Motijheel C/A, Dhaka. [1168,1710,1441,1723]
bpdb-org-bn: বাংলাদেশ বিদ্যুৎ উন্নয়ন বোর্ড [1201,1639,1407,1660]
headline-a16: উজানের মানুষ [1307,549,1435,574]
table-row [45,1869,567,1888]
para-a13-repeat2: (প্রথম পৃষ্ঠার পর) মামলার সাক্ষ্যগ্রহণ শেষে আদালত পরবর্তী শুনানির দিন ধার্য করেন। রাষ্ট্রপক্ষের আইনজীবী জানান, মামলার বিচার দ্রুত শেষ হবে বলে তারা আশা করছেন। [1013,1264,1190,1334]
para-a10: (প্রথম পৃষ্ঠার পর) পবিত্র হজ পালন করতে গিয়ে মিনায় পদদলিত হয়ে নিহত হাজিদের লাশের অপেক্ষায় স্বজনরা। ধর্ম মন্ত্রণালয় জানিয়েছে, নিহতদের পরিচয় শনাক্তের কাজ চলছে। সৌদি কর্তৃপক্ষের সঙ্গে যোগাযোগ রাখা হচ্ছে। [595,1939,997,1980]
para-a14-repeat: (প্রথম পৃষ্ঠার পর) থেকে লাশ উদ্ধার করে পুলিশ। নিহতের পরিবারের অভিযোগ, যৌতুকের জন্য তাকে হত্যা করা হয়েছে। [1013,1524,1190,1565]
table-row [45,2023,567,2043]
bpdb-intro-2: ) for the procurement of : [1023,1809,1528,1842]
body-a2 [32,925,402,1592]
headline-a7: ভাসমান আমন চারার [704,101,888,125]
bpdb-phone: Tel: 9550532; Fax : 7126151 [1232,1726,1377,1739]
para-a17: (প্রথম পৃষ্ঠার পর) গুলশানের কূটনৈতিক এলাকায় নিরাপত্তা জোরদার করা হয়েছে। বিদেশি নাগরিকদের নিরাপত্তা নিশ্চিত করতে পুলিশের টহল বাড়ানো হয়েছে। [1206,1175,1536,1216]
para-a2-repeat5: (প্রথম পৃষ্ঠার পর) বিভিন্ন রাষ্ট্রের প্রধান সঙ্গে সাক্ষাৎ করেন। হিমালয়কন্যা নেপালের রাজধানী কাঠমান্ডুতে অনুষ্ঠিত আন্তর্জাতিক সম্মেলনে অংশ নেন তিনি। সেখানে পর্যটন খাতে বাংলাদেশের সম্ভাবনার কথা তুলে ধরেন। সফরকালে তিনি বিভিন্ন সংস্থার প্রতিনিধিদের সঙ্গে বৈঠক করেন এবং দুই দেশের মধ্যে যোগাযোগ বৃদ্ধির বিষয়ে আলোচনা করেন। বৈঠকে পারস্পরিক সহযোগিতা বাড়ানোর বিষয়ে একমত হন উভয়পক্ষ। নেপালের বিভিন্ন অঞ্চল পরিদর্শন করেন তিনি। [32,1366,402,1449]
cell-value: ১৫/১০/২০১৫ [261,1908,567,1927]
table-row [45,1772,567,1792]
cell-field: দরপত্র বিক্রয়ের শেষ তারিখ ও সময় [78,1927,261,1946]
bpdb-signature [1336,2295,1521,2350]
table-row [45,1927,567,1946]
cell-value: ৫০০/- (পাঁচশত) টাকা মাত্র [261,2043,567,2062]
headline-a6: রোহিঙ্গাদের ডাবাদেহ [420,1304,577,1327]
headline-a2: হিমালয়কন্যায় কবীর [131,897,303,922]
gov-ad-signatory: মোঃ মনিরুজ্জামান [372,2324,447,2336]
cell-tender-id: 31069 [1024,1900,1081,2031]
cell-no: ১২ [45,1985,79,2004]
para-a15-repeat: (প্রথম পৃষ্ঠার পর) মহিবুর রহমান গাজী ও রফিকুল ইসলাম নামে দুইজনের মৃত্যু হয়েছে। পুলিশ জানায়, বৃহস্পতিবার সকালে এ ঘটনা ঘটে। স্থানীয়রা জানান, সড়কের বেহাল দশার কারণে প্রায়ই দুর্ঘটনা ঘটছে। [1206,175,1536,216]
cell-field: দরপত্র সংক্রান্ত তারিখ [78,1811,261,1830]
th-last-selling: Last Selling Date and time [1322,1852,1399,1900]
para-a13: (প্রথম পৃষ্ঠার পর) মামলার সাক্ষ্যগ্রহণ শেষে আদালত পরবর্তী শুনানির দিন ধার্য করেন। রাষ্ট্রপক্ষের আইনজীবী জানান, মামলার বিচার দ্রুত শেষ হবে বলে তারা আশা করছেন। [1013,1117,1190,1186]
th-opening: Opening Date and time [1464,1852,1529,1900]
bpdb-logo [1029,1637,1077,1686]
bpdb-memo: Pur-124/ID-31069/GMCO/Snapshot/Rajshahi/2015-16/ [1023,1747,1267,1759]
para-a15-repeat3: (প্রথম পৃষ্ঠার পর) মহিবুর রহমান গাজী ও রফিকুল ইসলাম নামে দুইজনের মৃত্যু হয়েছে। পুলিশ জানায়, বৃহস্পতিবার সকালে এ ঘটনা ঘটে। স্থানীয়রা জানান, সড়কের বেহাল দশার কারণে প্রায়ই দুর্ঘটনা ঘটছে। [1206,266,1536,307]
divider-a12-a13 [1013,1076,1190,1077]
cell-no: ০২ [45,1792,79,1811]
cell-no: ১৬ [45,2062,79,2081]
table-row [45,1830,567,1850]
cell-value: ১৮/১০/২০১৫ (বিকাল ০৫:০০ ঘটিকা পর্যন্ত) [261,1927,567,1946]
cell-value: Maintenance & Servicing of 40-408 Line Digital PABX System [261,1869,567,1888]
para-a8-repeat: (প্রথম পৃষ্ঠার পর) শিক্ষার্থীরা তাদের দাবি আদায়ে আন্দোলন অব্যাহত রেখেছেন। কর্তৃপক্ষের সঙ্গে একাধিক দফা বৈঠক হলেও কোনো সমাধান হয়নি। শিক্ষার্থীরা বলছেন, তাদের দাবি মেনে না নেওয়া পর্যন্ত কর্মসূচি চলবে। [595,713,997,754]
headline-a11: কাদের সিদ্দিকীর সভায় ১৪৪ ধারা [1016,97,1187,160]
bpdb-tender-notice [1013,1624,1536,2364]
headline-a5: বদির রিট [458,935,539,960]
para-a15: (প্রথম পৃষ্ঠার পর) মহিবুর রহমান গাজী ও রফিকুল ইসলাম নামে দুইজনের মৃত্যু হয়েছে। পুলিশ জানায়, বৃহস্পতিবার সকালে এ ঘটনা ঘটে। স্থানীয়রা জানান, সড়কের বেহাল দশার কারণে প্রায়ই দুর্ঘটনা ঘটছে। [1206,129,1536,170]
cell-no: ১০ [45,1946,79,1965]
cell-field: দরদাতার যোগ্যতা [78,2023,261,2043]
cell-value: পরিসংখ্যান ভবন, ই-২৭/এ, আগারগাঁও, ঢাকা-১২০৭ [261,1985,567,2004]
bpdb-para4-link[interactable]: helpdesk@eprocure.gov.bd [1180,2228,1343,2245]
body-a8 [595,667,997,1037]
cell-package: Package WR-4 (FY-15-16) [1080,1900,1145,2031]
para-a12-repeat3: (প্রথম পৃষ্ঠার পর) নামে তিন দুর্বৃত্ত তরুণীকে জোর করে তুলে নিয়ে যায়। পুলিশ এ ঘটনায় দুজনকে গ্রেফতার করেছে। ভিকটিমকে হাসপাতালে ভর্তি করা হয়েছে। [1013,830,1190,885]
body-a7 [595,129,997,619]
bpdb-office: Office of the Director [1249,1678,1360,1690]
body-a4 [418,804,579,917]
divider-a3-a4 [418,764,579,765]
para-a9-repeat5: (প্রথম পৃষ্ঠার পর) বিশ্ব অর্থনীতিতে বাংলাদেশের অবস্থান শক্তিশালী হচ্ছে বলে মন্তব্য করেছেন বিশেষজ্ঞরা। বিভিন্ন আন্তর্জাতিক সংস্থার প্রতিবেদনে বাংলাদেশের অগ্রগতির চিত্র উঠে এসেছে। দারিদ্র্য বিমোচন, শিক্ষা ও স্বাস্থ্যখাতে উল্লেখযোগ্য সাফল্য অর্জন করেছে দেশটি। [595,1314,997,1356]
bpdb-sign-title2: Directorate of Purchase [1368,2323,1490,2335]
